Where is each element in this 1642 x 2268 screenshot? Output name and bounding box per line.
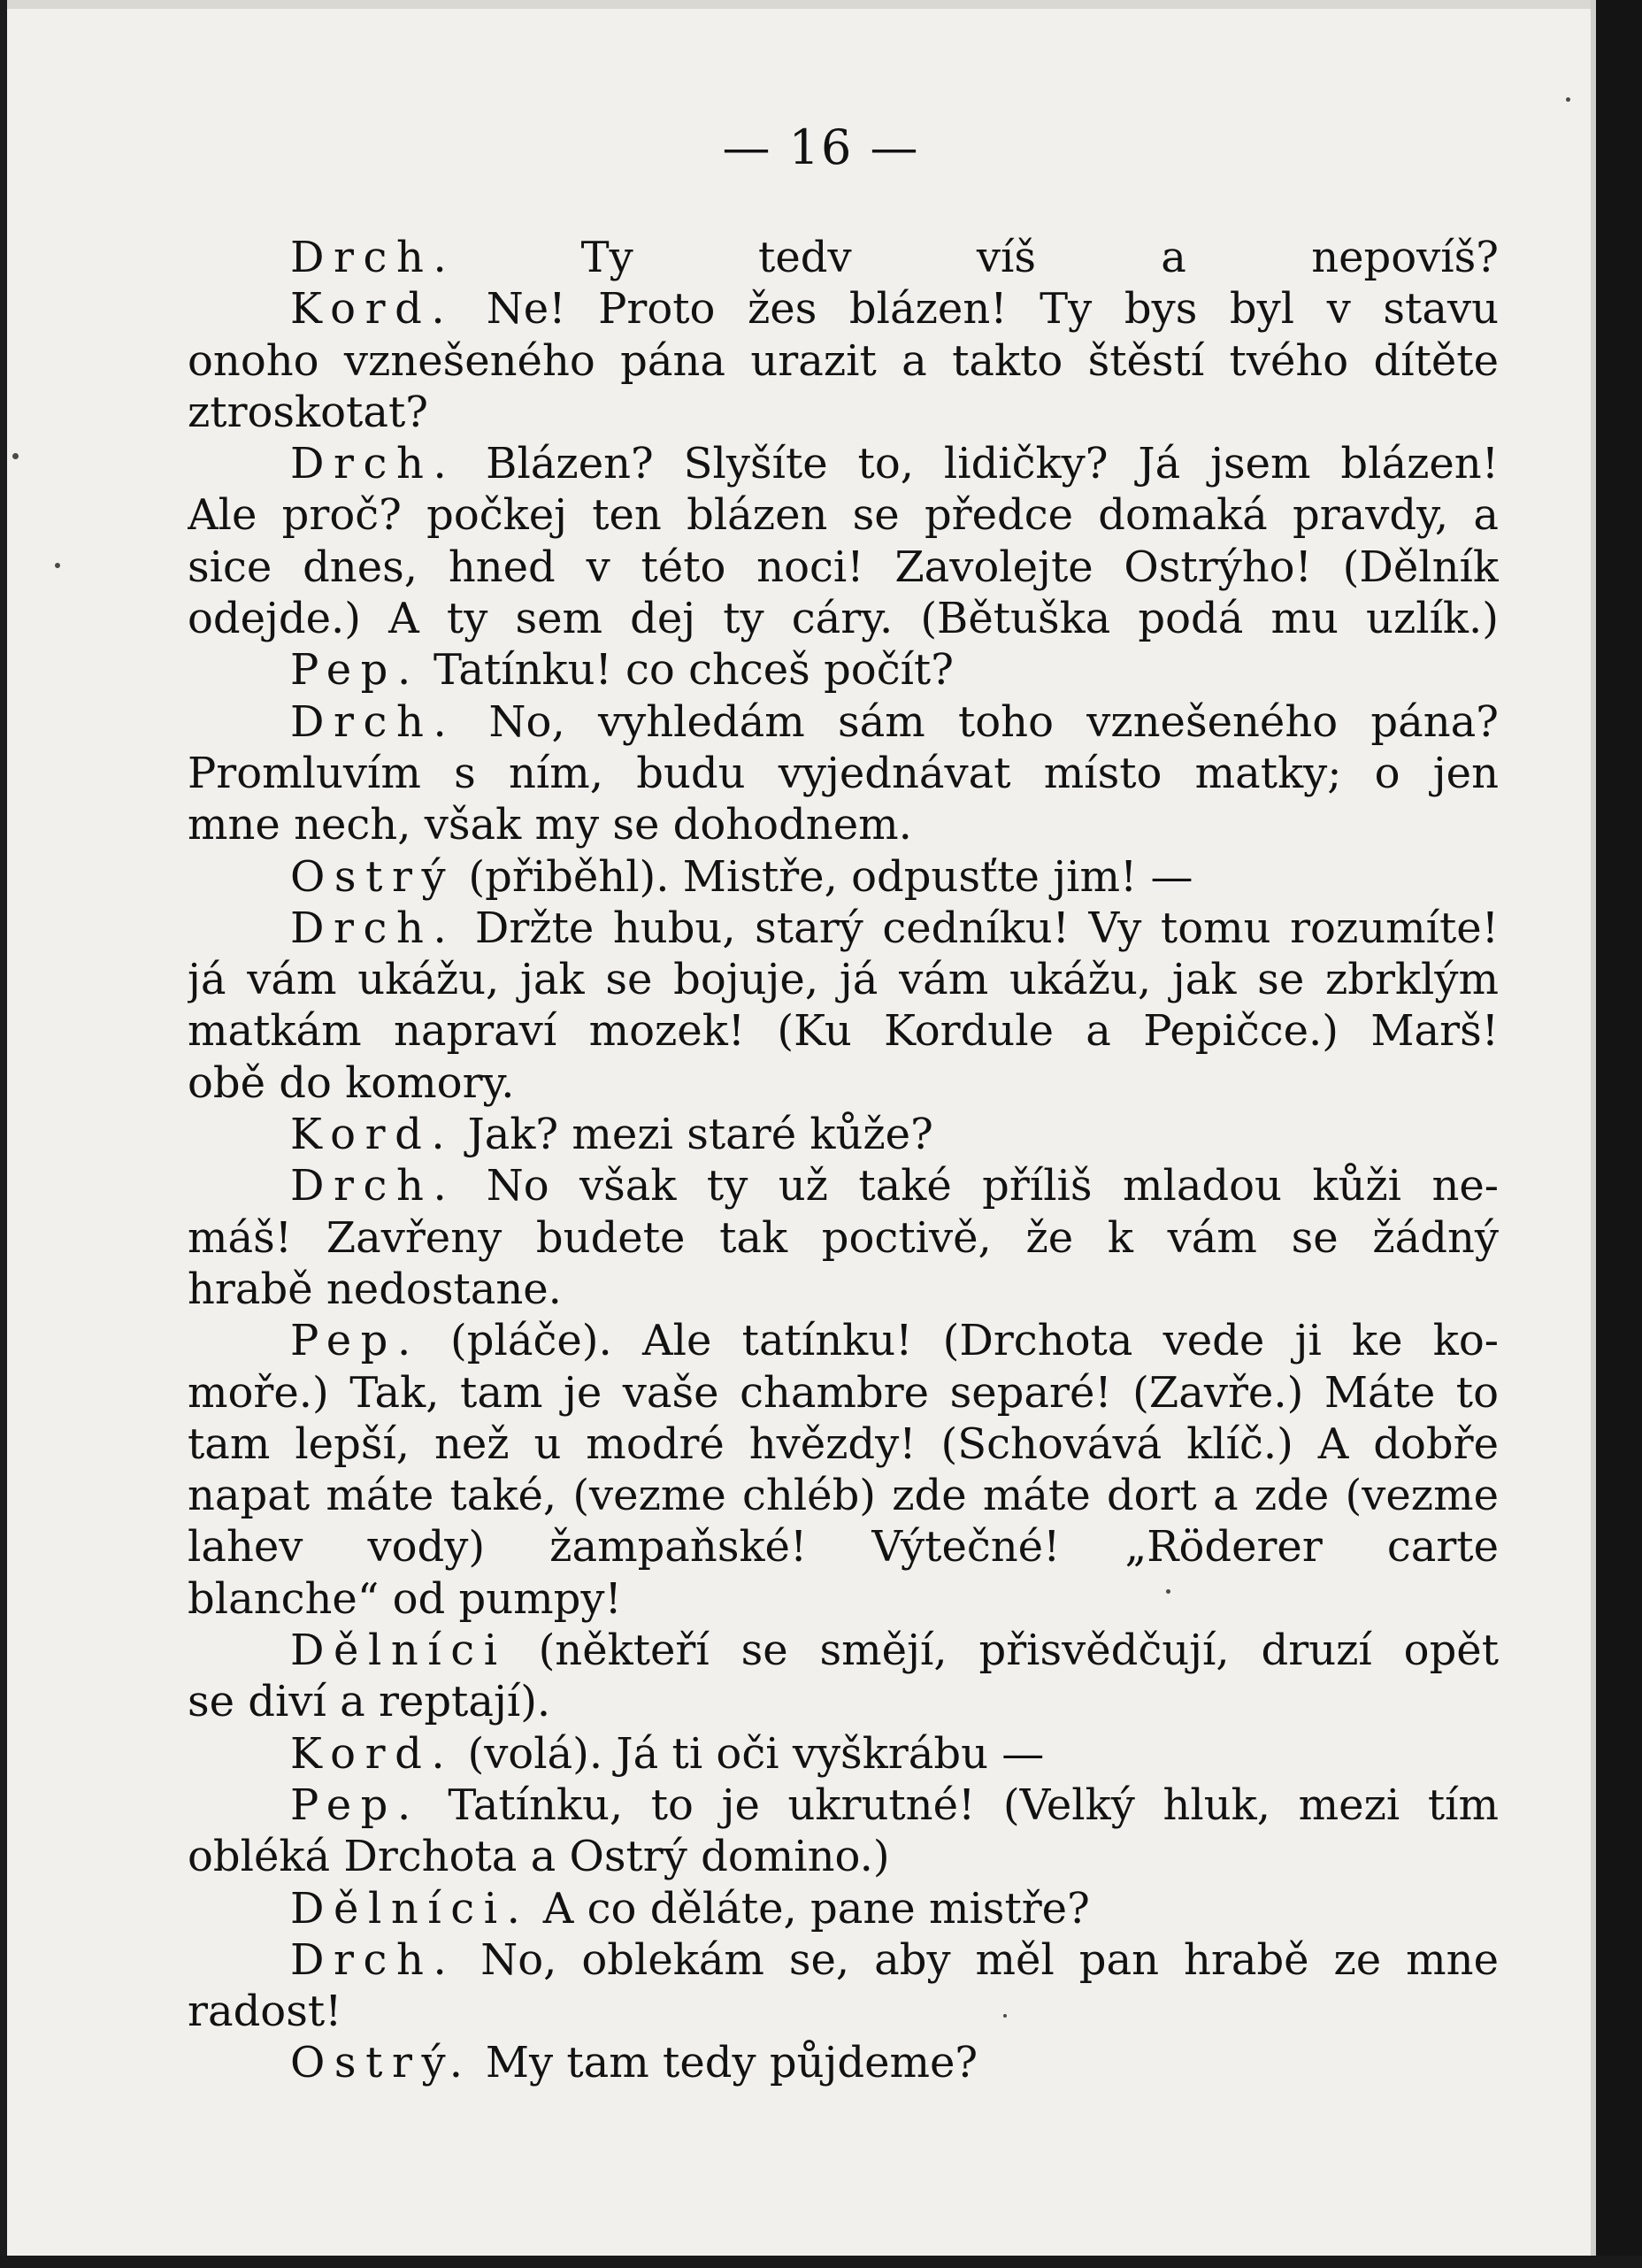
speaker-name: Dělníci <box>290 1626 507 1676</box>
speaker-name: Drch. <box>290 1161 457 1211</box>
speaker-name: Pep. <box>290 645 420 696</box>
line-text: (někteří se smějí, přisvědčují, druzí opět <box>506 1626 1499 1676</box>
line-text: No však ty už také příliš mladou kůži ne- <box>456 1161 1499 1211</box>
text-line: lahev vody) žampaňské! Výtečné! „Röderer carte <box>188 1522 1499 1572</box>
line-text: (přiběhl). Mistře, odpusťte jim! — <box>455 851 1193 902</box>
text-line <box>188 851 1499 903</box>
text-line: sice dnes, hned v této noci! Zavolejte Ostrýho! (Dělník <box>188 542 1499 592</box>
speaker-name: Pep. <box>290 1780 420 1830</box>
text-line: moře.) Tak, tam je vaše chambre separé! (Zavře.) Máte to <box>188 1367 1499 1418</box>
text-line: onoho vznešeného pána urazit a takto štěstí tvého dítěte <box>188 335 1499 386</box>
text-line <box>188 1728 1499 1780</box>
text-line: Ale proč? počkej ten blázen se předce domaká pravdy, a <box>188 490 1499 541</box>
speaker-name: Pep. <box>290 1316 420 1366</box>
text-line <box>188 1160 1499 1211</box>
speaker-name: Drch. <box>290 233 457 282</box>
speaker-name: Kord. <box>290 1110 455 1160</box>
scan-speck <box>1166 1589 1170 1594</box>
text-line: napat máte také, (vezme chléb) zde máte dort a zde (vezme <box>188 1471 1499 1521</box>
line-text: Tatínku! co chceš počít? <box>419 645 954 696</box>
text-line: mne nech, však my se dohodnem. <box>188 800 912 850</box>
scan-edge-bottom <box>0 2256 1642 2268</box>
speaker-name: Dělníci. <box>290 1883 530 1934</box>
scan-edge-left <box>0 0 7 2268</box>
text-line <box>188 1625 1499 1676</box>
text-line: obě do komory. <box>188 1057 515 1108</box>
text-line: radost! <box>188 1987 342 2037</box>
text-line: matkám napraví mozek! (Ku Kordule a Pepičce.) Marš! <box>188 1006 1499 1057</box>
text-line <box>188 1883 1499 1934</box>
text-line <box>188 232 1499 283</box>
text-line: Promluvím s ním, budu vyjednávat místo matky; o jen <box>188 748 1499 798</box>
speaker-name: Drch. <box>290 696 457 747</box>
text-line: odejde.) A ty sem dej ty cáry. (Bětuška podá mu uzlík.) <box>188 594 1499 644</box>
line-text: No, oblekám se, aby měl pan hrabě ze mne <box>456 1934 1499 1985</box>
line-text: No, vyhledám sám toho vznešeného pána? <box>456 696 1499 747</box>
scan-speck <box>55 563 60 568</box>
speaker-name: Ostrý <box>290 851 456 902</box>
text-line <box>188 2037 1499 2088</box>
line-text: A co děláte, pane mistře? <box>529 1883 1090 1934</box>
text-line: máš! Zavřeny budete tak poctivě, že k vám se žádný <box>188 1212 1499 1263</box>
line-text: Jak? mezi staré kůže? <box>454 1110 933 1160</box>
text-line <box>188 438 1499 489</box>
text-line <box>188 903 1499 954</box>
text-line <box>188 1315 1499 1366</box>
speaker-name: Kord. <box>290 284 455 334</box>
scan-speck <box>12 453 19 459</box>
text-line <box>188 696 1499 748</box>
line-text: My tam tedy půjdeme? <box>472 2038 978 2088</box>
text-line: hrabě nedostane. <box>188 1264 562 1314</box>
speaker-name: Drch. <box>290 1934 457 1985</box>
line-text: Tatínku, to je ukrutné! (Velký hluk, mezi tím <box>419 1780 1499 1830</box>
text-line <box>188 1780 1499 1831</box>
text-line <box>188 644 1499 696</box>
text-line: ztroskotat? <box>188 387 428 437</box>
text-line: tam lepší, než u modré hvězdy! (Schovává klíč.) A dobře <box>188 1418 1499 1469</box>
scan-speck <box>1566 97 1570 102</box>
scan-speck <box>1003 2014 1007 2018</box>
speaker-name: Kord. <box>290 1728 455 1779</box>
page-number: — 16 — <box>722 119 920 175</box>
play-text <box>188 232 1499 2089</box>
speaker-name: Ostrý. <box>290 2038 472 2088</box>
text-line: se diví a reptají). <box>188 1677 551 1727</box>
line-text: Ty tedv víš a nepovíš? <box>456 233 1499 282</box>
text-line: blanche“ od pumpy! <box>188 1573 622 1624</box>
text-line: obléká Drchota a Ostrý domino.) <box>188 1832 890 1882</box>
line-text: (volá). Já ti oči vyškrábu — <box>454 1728 1045 1779</box>
line-text: Ne! Proto žes blázen! Ty bys byl v stavu <box>454 284 1499 334</box>
speaker-name: Drch. <box>290 439 457 489</box>
text-line <box>188 1934 1499 1986</box>
speaker-name: Drch. <box>290 903 457 953</box>
line-text: (pláče). Ale tatínku! (Drchota vede ji ke ko- <box>419 1316 1499 1366</box>
text-line <box>188 1109 1499 1160</box>
scan-edge-top <box>0 0 1642 9</box>
line-text: Držte hubu, starý cedníku! Vy tomu rozumíte! <box>456 903 1499 953</box>
scan-edge-right <box>1596 0 1642 2268</box>
line-text: Blázen? Slyšíte to, lidičky? Já jsem blázen! <box>456 439 1499 489</box>
text-line: já vám ukážu, jak se bojuje, já vám ukážu, jak se zbrklým <box>188 955 1499 1005</box>
text-line <box>188 283 1499 334</box>
